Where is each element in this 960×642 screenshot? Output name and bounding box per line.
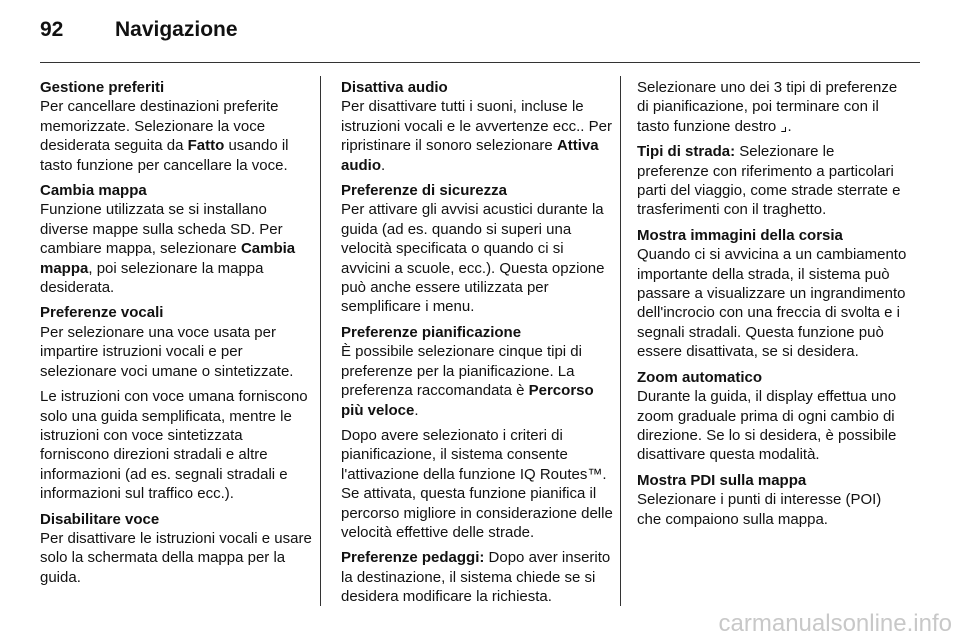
section-heading: Gestione preferiti [40,79,165,96]
section-text: , poi selezionare la mappa desiderata. [40,259,264,297]
section-text: Selezionare le preferenze con riferimento a particolari parti del viaggio, come strade sterrate e trasferimenti con il traghetto. [637,143,901,219]
section-text: Per selezionare una voce usata per impartire istruzioni vocali e per selezionare voci umane o sintetizzate. [40,323,294,380]
section-heading: Mostra PDI sulla mappa [637,471,807,489]
menu-term: Cambia mappa [40,240,296,277]
section-text: Durante la guida, il display effettua uno zoom graduale prima di ogni cambio di direzione. Se lo si desidera, è possibile disattivare questa modalità. [637,388,897,464]
menu-term: Attiva audio [341,137,599,174]
page-title: Navigazione [115,18,238,41]
section-preferenze-vocali [40,303,312,381]
section-preferenze-pianificazione [341,323,613,420]
section-text: . [381,156,386,174]
paragraph: Selezionare uno dei 3 tipi di preferenze di pianificazione, poi terminare con il tasto funzione destro ⌟. [637,79,898,135]
header-rule [40,62,920,63]
column-divider-1 [320,76,321,606]
paragraph-preferenze-pedaggi [341,548,613,606]
section-heading: Preferenze pianificazione [341,323,522,341]
inline-heading: Preferenze pedaggi: [341,549,485,567]
section-heading: Disabilitare voce [40,510,160,528]
column-3 [637,78,909,535]
menu-term: Percorso più veloce [341,382,594,419]
section-immagini-corsia [637,226,909,362]
section-text: Selezionare i punti di interesse (POI) che compaiono sulla mappa. [637,491,882,528]
paragraph: Le istruzioni con voce umana forniscono solo una guida semplificata, mentre le istruzioni con voce sintetizzata forniscono direzioni stradali e altre informazioni (ad es. segnali stradali e informazioni sul traffico ecc.). [40,388,308,503]
section-heading: Disattiva audio [341,79,448,96]
section-preferenze-sicurezza [341,181,613,317]
section-disattiva-audio [341,78,613,175]
section-text: Quando ci si avvicina a un cambiamento importante della strada, il sistema può passare a visualizzare un ingrandimento dell'incrocio con una freccia di svolta e i segnali stradali. Questa funzione può essere disattivata, se si desidera. [637,246,907,361]
section-text: Per cancellare destinazioni preferite memorizzate. Selezionare la voce desiderata seguita da [40,98,279,155]
section-text: Per attivare gli avvisi acustici durante la guida (ad es. quando si superi una velocità specificata o quando ci si avvicini a scuole, ecc.). Questa opzione può anche essere utilizzata per semplificare i menu. [341,201,605,316]
section-text: usando il tasto funzione per cancellare la voce. [40,137,289,174]
section-cambia-mappa [40,181,312,297]
section-heading: Zoom automatico [637,368,763,386]
watermark: carmanualsonline.info [718,610,952,637]
menu-term: Fatto [187,137,225,155]
section-gestione-preferiti [40,78,312,175]
page-number: 92 [40,18,64,41]
section-text: È possibile selezionare cinque tipi di preferenze per la pianificazione. La preferenza raccomandata è [341,343,582,400]
section-text: Per disattivare tutti i suoni, incluse le istruzioni vocali e le avvertenze ecc.. Per ripristinare il sonoro selezionare [341,98,612,155]
column-1 [40,78,312,593]
section-mostra-pdi [637,471,909,529]
section-text: Funzione utilizzata se si installano diverse mappe sulla scheda SD. Per cambiare mappa, selezionare [40,201,283,258]
section-zoom-automatico [637,368,909,465]
section-heading: Cambia mappa [40,182,147,200]
section-heading: Preferenze vocali [40,304,164,322]
section-heading: Preferenze di sicurezza [341,182,507,200]
section-disabilitare-voce [40,510,312,588]
section-text: Dopo aver inserito la destinazione, il sistema chiede se si desidera modificare la richiesta. [341,549,611,606]
column-divider-2 [620,76,621,606]
inline-heading: Tipi di strada: [637,143,736,161]
paragraph: Dopo avere selezionato i criteri di pianificazione, il sistema consente l'attivazione della funzione IQ Routes™. Se attivata, questa funzione pianifica il percorso migliore in considerazione delle velocità effettive delle strade. [341,426,613,541]
section-heading: Mostra immagini della corsia [637,226,843,244]
column-2 [341,78,613,613]
section-text: Per disattivare le istruzioni vocali e usare solo la schermata della mappa per la guida. [40,529,312,586]
paragraph-tipi-di-strada [637,142,909,220]
section-text: . [414,401,419,419]
